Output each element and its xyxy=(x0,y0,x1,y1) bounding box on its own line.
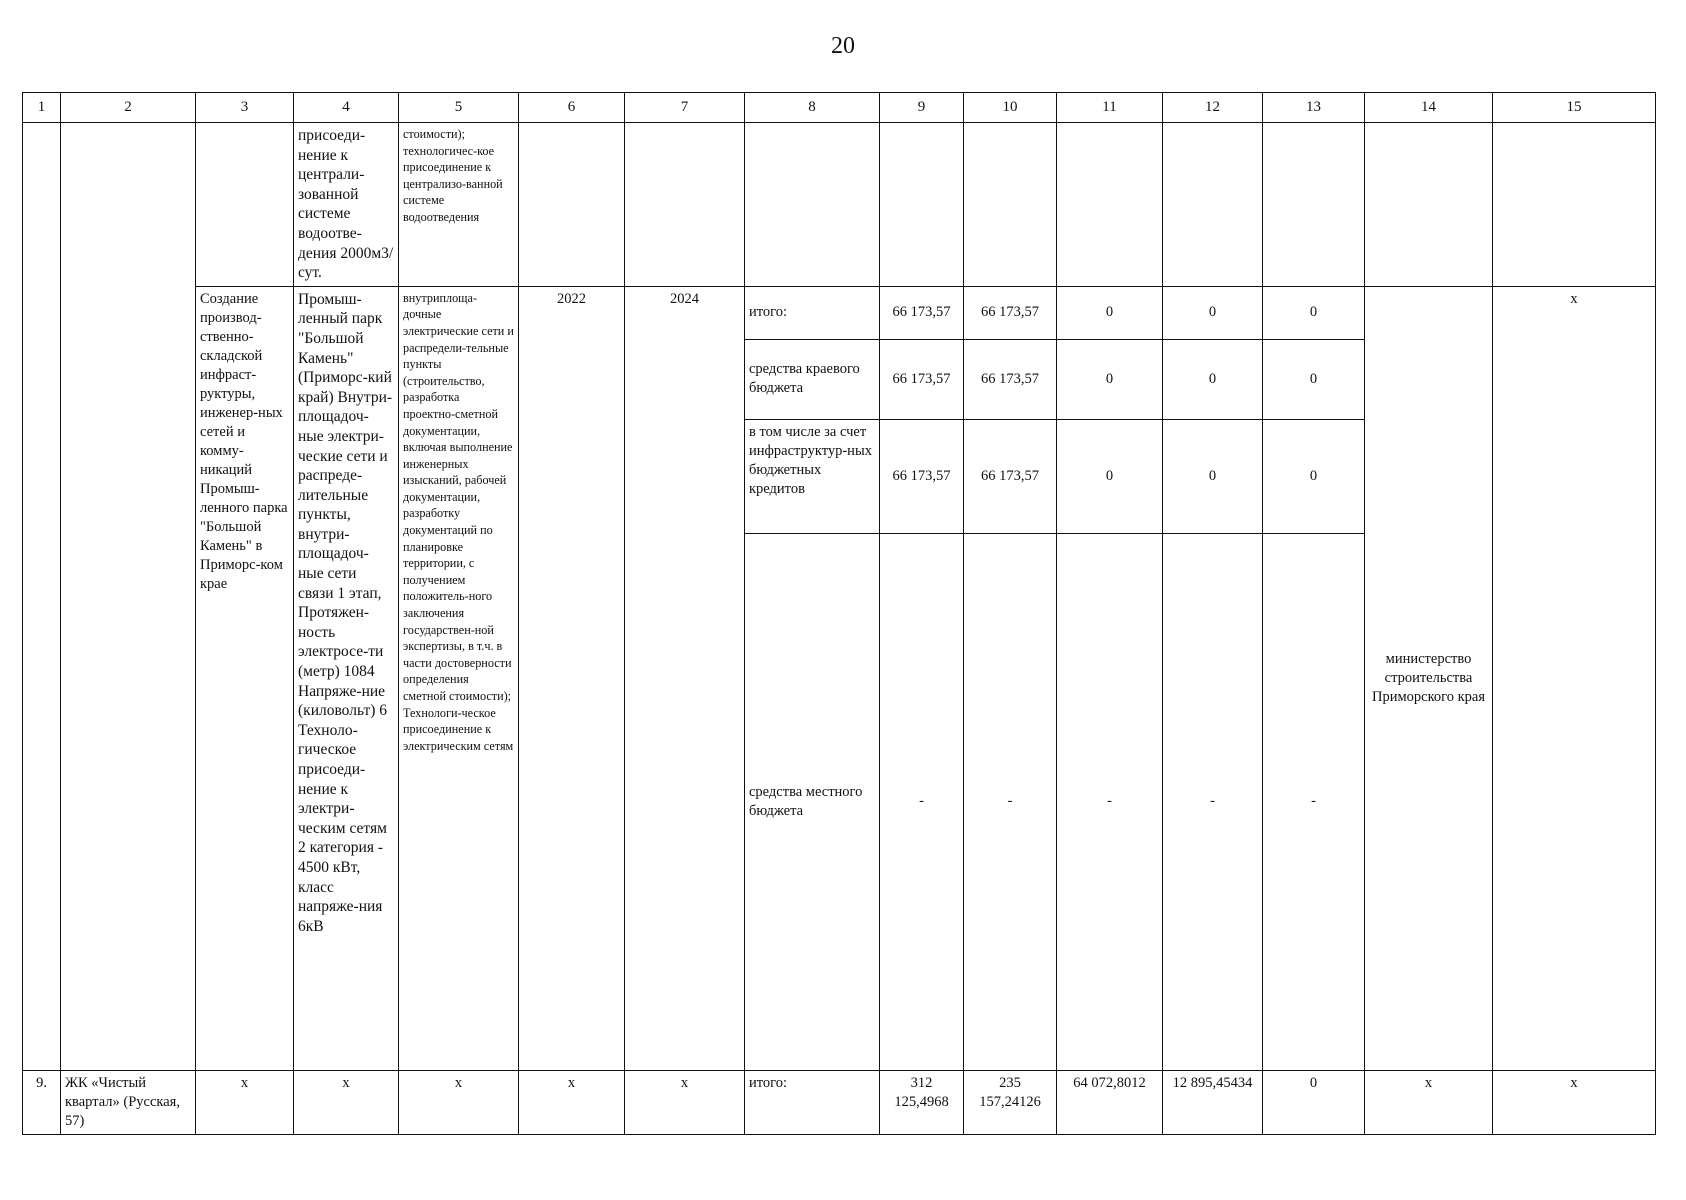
funding-source: средства местного бюджета xyxy=(745,533,880,1070)
col-header-9: 9 xyxy=(880,93,964,123)
value-total: - xyxy=(880,533,964,1070)
value-2023: 64 072,8012 xyxy=(1057,1070,1163,1134)
table-row-9 xyxy=(23,1070,1656,1134)
value-2025: - xyxy=(1263,533,1365,1070)
funding-source: средства краевого бюджета xyxy=(745,339,880,419)
value-2025: 0 xyxy=(1263,1070,1365,1134)
object-name: ЖК «Чистый квартал» (Русская, 57) xyxy=(61,1070,196,1134)
col-header-15: 15 xyxy=(1493,93,1656,123)
col-header-6: 6 xyxy=(519,93,625,123)
col-header-11: 11 xyxy=(1057,93,1163,123)
value-2023: 0 xyxy=(1057,339,1163,419)
value-2023: 0 xyxy=(1057,286,1163,339)
object-description: Промыш-ленный парк "Большой Камень" (Приморс-кий край) Внутри-площадоч-ные электри-ческие сети и распреде-лительные пункты, внутри-площадоч-ные сети связи 1 этап, Протяжен-ность электросе-ти (метр) 1084 Напряже-ние (киловольт) 6 Техноло-гическое присоеди-нение к электри-ческим сетям 2 категория - 4500 кВт, класс напряже-ния 6кВ xyxy=(294,286,399,1070)
funding-source: итого: xyxy=(745,1070,880,1134)
cell-c6: х xyxy=(519,1070,625,1134)
event-name: Создание производ-ственно-складской инфраст-руктуры, инженер-ных сетей и комму-никаций Промыш-ленного парка "Большой Камень" в Приморс-ком крае xyxy=(196,286,294,1070)
cell-c4: х xyxy=(294,1070,399,1134)
value-2025: 0 xyxy=(1263,339,1365,419)
col-header-13: 13 xyxy=(1263,93,1365,123)
cont-c12 xyxy=(1163,123,1263,287)
value-total: 66 173,57 xyxy=(880,419,964,533)
col-header-2: 2 xyxy=(61,93,196,123)
cont-c15 xyxy=(1493,123,1656,287)
cont-c13 xyxy=(1263,123,1365,287)
cont-c8 xyxy=(745,123,880,287)
col-header-14: 14 xyxy=(1365,93,1493,123)
cont-object-description: присоеди-нение к централи-зованной системе водоотве-дения 2000м3/сут. xyxy=(294,123,399,287)
value-2023: 0 xyxy=(1057,419,1163,533)
end-year: 2024 xyxy=(625,286,745,1070)
col-header-1: 1 xyxy=(23,93,61,123)
col-header-12: 12 xyxy=(1163,93,1263,123)
value-total: 66 173,57 xyxy=(880,339,964,419)
value-2023: - xyxy=(1057,533,1163,1070)
program-table xyxy=(22,92,1656,1135)
funding-source: итого: xyxy=(745,286,880,339)
cell-c14: х xyxy=(1365,1070,1493,1134)
work-description: внутриплоща-дочные электрические сети и распредели-тельные пункты (строительство, разработка проектно-сметной документации, включая выполнение инженерных изысканий, рабочей документации, разработку документаций по планировке территории, с получением положитель-ного заключения государствен-ной экспертизы, в т.ч. в части достоверности определения сметной стоимости); Технологи-ческое присоединение к электрическим сетям xyxy=(399,286,519,1070)
cont-c11 xyxy=(1057,123,1163,287)
value-2024: 0 xyxy=(1163,419,1263,533)
page-number: 20 xyxy=(831,33,855,59)
col-header-5: 5 xyxy=(399,93,519,123)
value-2022: 235 157,24126 xyxy=(964,1070,1057,1134)
cell-c7: х xyxy=(625,1070,745,1134)
cont-c7 xyxy=(625,123,745,287)
value-2024: - xyxy=(1163,533,1263,1070)
value-2024: 12 895,45434 xyxy=(1163,1070,1263,1134)
value-2024: 0 xyxy=(1163,286,1263,339)
value-total: 66 173,57 xyxy=(880,286,964,339)
cont-c3 xyxy=(196,123,294,287)
cont-c9 xyxy=(880,123,964,287)
cont-c10 xyxy=(964,123,1057,287)
value-2022: 66 173,57 xyxy=(964,419,1057,533)
column-number-row xyxy=(23,93,1656,123)
value-2025: 0 xyxy=(1263,419,1365,533)
col-header-8: 8 xyxy=(745,93,880,123)
funding-source: в том числе за счет инфраструктур-ных бюджетных кредитов xyxy=(745,419,880,533)
cell-c3: х xyxy=(196,1070,294,1134)
row-number: 9. xyxy=(23,1070,61,1134)
value-2025: 0 xyxy=(1263,286,1365,339)
responsible-executor: министерство строительства Приморского края xyxy=(1365,286,1493,1070)
col-header-4: 4 xyxy=(294,93,399,123)
col-header-3: 3 xyxy=(196,93,294,123)
cont-c6 xyxy=(519,123,625,287)
cont-work-description: стоимости); технологичес-кое присоединение к централизо-ванной системе водоотведения xyxy=(399,123,519,287)
col-header-10: 10 xyxy=(964,93,1057,123)
start-year: 2022 xyxy=(519,286,625,1070)
value-2022: 66 173,57 xyxy=(964,339,1057,419)
cell-c1-empty xyxy=(23,123,61,1071)
value-total: 312 125,4968 xyxy=(880,1070,964,1134)
col-header-7: 7 xyxy=(625,93,745,123)
value-2024: 0 xyxy=(1163,339,1263,419)
cell-c5: х xyxy=(399,1070,519,1134)
block-row-total xyxy=(23,286,1656,339)
continuation-row xyxy=(23,123,1656,287)
value-2022: 66 173,57 xyxy=(964,286,1057,339)
notes-cell: х xyxy=(1493,286,1656,1070)
cell-c2-empty xyxy=(61,123,196,1071)
cell-c15: х xyxy=(1493,1070,1656,1134)
cont-c14 xyxy=(1365,123,1493,287)
value-2022: - xyxy=(964,533,1057,1070)
